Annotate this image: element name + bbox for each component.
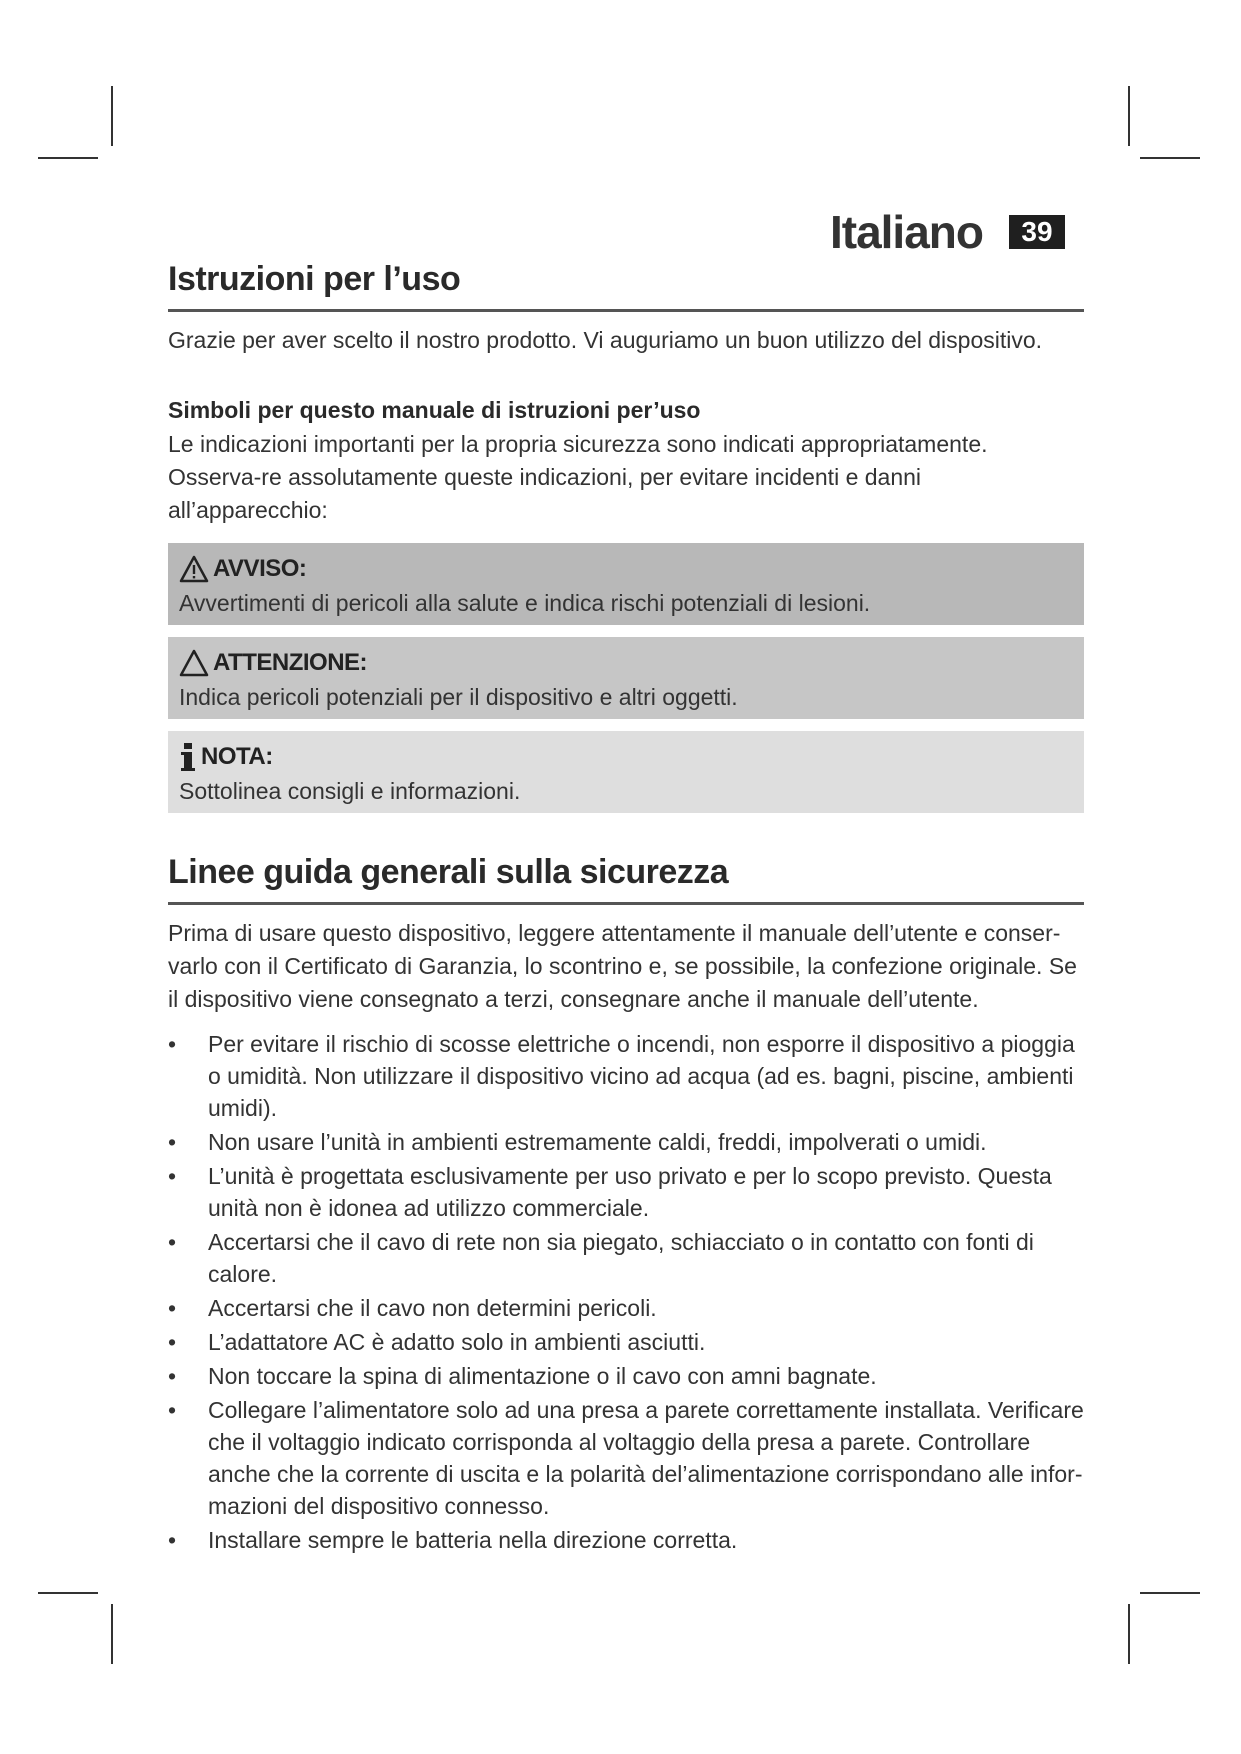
safety-intro-text: Prima di usare questo dispositivo, leggere attentamente il manuale dell’utente e conser-varlo con il Certificato di Garanzia, lo scontrino e, se possibile, la confezione originale. Se il dispositivo viene consegnato a terzi, consegnare anche il manuale dell’utente. xyxy=(168,920,1077,1012)
list-item: • Collegare l’alimentatore solo ad una presa a parete correttamente installata. Verificare che il voltaggio indicato corrisponda al voltaggio della presa a parete. Controllare anche che la corrente di uscita e la polarità del’alimentazione corrispondano alle infor-mazioni del dispositivo connesso. xyxy=(168,1394,1084,1522)
info-icon xyxy=(179,742,197,772)
caution-label: ATTENZIONE: xyxy=(213,649,368,676)
bullet: • xyxy=(168,1527,177,1553)
section-title-safety: Linee guida generali sulla sicurezza xyxy=(168,853,1084,905)
crop-mark xyxy=(1140,1592,1200,1594)
bullet: • xyxy=(168,1397,177,1423)
bullet: • xyxy=(168,1129,177,1155)
list-item: • L’adattatore AC è adatto solo in ambienti asciutti. xyxy=(168,1326,1084,1358)
page-number: 39 xyxy=(1009,215,1065,249)
bullet: • xyxy=(168,1229,177,1255)
list-item: • Non usare l’unità in ambienti estremamente caldi, freddi, impolverati o umidi. xyxy=(168,1126,1084,1158)
bullet: • xyxy=(168,1031,177,1057)
list-item: • L’unità è progettata esclusivamente per uso privato e per lo scopo previsto. Questa unità non è idonea ad utilizzo commerciale. xyxy=(168,1160,1084,1224)
caution-title xyxy=(179,645,1073,681)
bullet: • xyxy=(168,1363,177,1389)
warning-triangle-icon xyxy=(179,555,209,583)
warning-label: AVVISO: xyxy=(213,555,307,582)
crop-mark xyxy=(38,157,98,159)
list-item: • Installare sempre le batteria nella direzione corretta. xyxy=(168,1524,1084,1556)
warning-title xyxy=(179,551,1073,587)
caution-triangle-icon xyxy=(179,649,209,677)
safety-list xyxy=(168,1028,1084,1556)
warning-text: Avvertimenti di pericoli alla salute e indica rischi potenziali di lesioni. xyxy=(179,590,871,616)
bullet: • xyxy=(168,1163,177,1189)
crop-mark xyxy=(1128,1604,1130,1664)
language-title: Italiano xyxy=(829,206,983,258)
intro-text: Grazie per aver scelto il nostro prodotto. Vi auguriamo un buon utilizzo del dispositivo. xyxy=(168,327,1043,353)
bullet: • xyxy=(168,1295,177,1321)
page-content xyxy=(168,260,1084,1558)
caution-box xyxy=(168,637,1084,719)
note-title xyxy=(179,739,1073,775)
symbols-heading: Simboli per questo manuale di istruzioni per’uso xyxy=(168,397,701,423)
list-item: • Non toccare la spina di alimentazione o il cavo con amni bagnate. xyxy=(168,1360,1084,1392)
crop-mark xyxy=(1128,86,1130,146)
warning-box xyxy=(168,543,1084,625)
caution-text: Indica pericoli potenziali per il dispositivo e altri oggetti. xyxy=(179,684,738,710)
symbols-text: Le indicazioni importanti per la propria sicurezza sono indicati appropriatamente. Osserva-re assolutamente queste indicazioni, per evitare incidenti e danni all’apparecchio: xyxy=(168,431,988,523)
note-box xyxy=(168,731,1084,813)
crop-mark xyxy=(111,86,113,146)
crop-mark xyxy=(38,1592,98,1594)
page-header xyxy=(830,205,1065,259)
list-item: • Per evitare il rischio di scosse elettriche o incendi, non esporre il dispositivo a pioggia o umidità. Non utilizzare il dispositivo vicino ad acqua (ad es. bagni, piscine, ambienti umidi). xyxy=(168,1028,1084,1124)
note-label: NOTA: xyxy=(201,743,273,770)
note-text: Sottolinea consigli e informazioni. xyxy=(179,778,521,804)
crop-mark xyxy=(1140,157,1200,159)
bullet: • xyxy=(168,1329,177,1355)
list-item: • Accertarsi che il cavo di rete non sia piegato, schiacciato o in contatto con fonti di calore. xyxy=(168,1226,1084,1290)
section-title-instructions: Istruzioni per l’uso xyxy=(168,260,1084,312)
crop-mark xyxy=(111,1604,113,1664)
list-item: • Accertarsi che il cavo non determini pericoli. xyxy=(168,1292,1084,1324)
